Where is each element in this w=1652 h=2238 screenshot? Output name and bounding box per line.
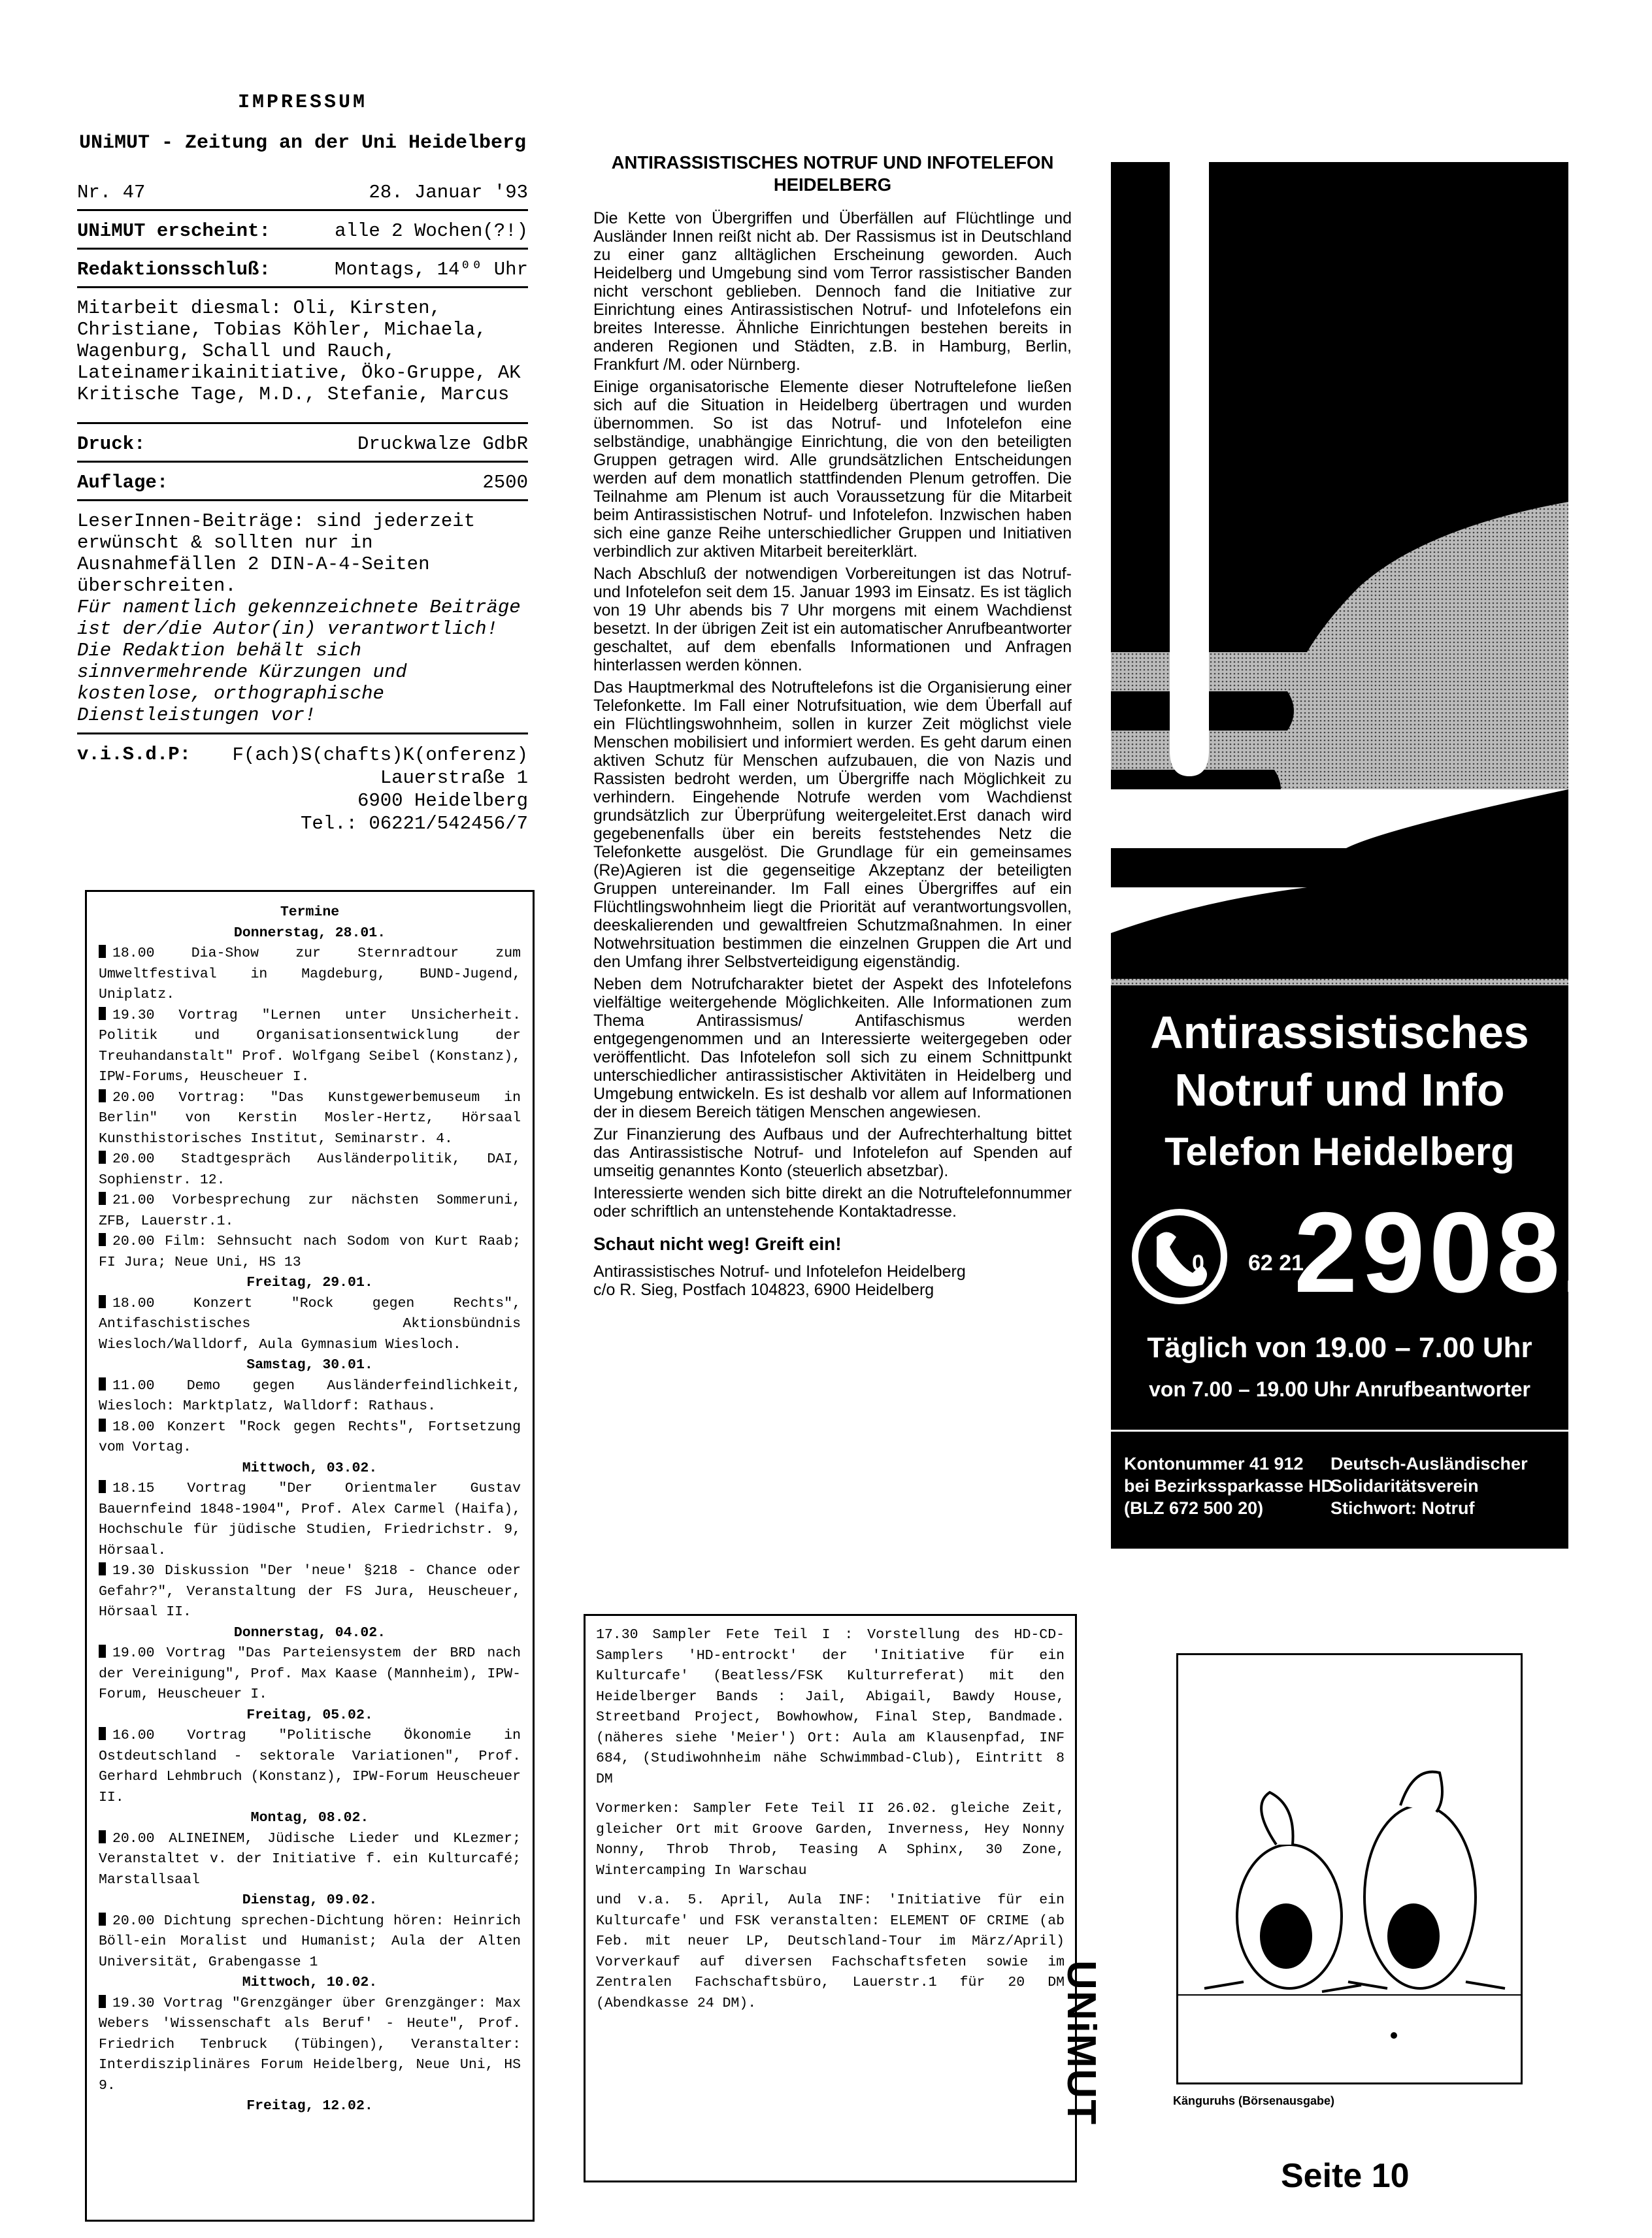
poster-subtitle: Telefon Heidelberg <box>1165 1130 1515 1174</box>
beitraege-hinweis: Für namentlich gekennzeichnete Beiträge ist der/die Autor(in) verantwortlich! Die Redaktion behält sich sinnvermehrende Kürzungen und kostenlose, orthographische Dienstleistungen vor! <box>77 597 521 726</box>
visdp-line: Tel.: 06221/542456/7 <box>300 813 528 834</box>
article-title: ANTIRASSISTISCHES NOTRUF UND INFOTELEFON HEIDELBERG <box>611 152 1054 195</box>
termine-entry <box>99 1088 521 1150</box>
bullet-icon <box>99 1419 106 1432</box>
bank-info <box>1124 1453 1334 1519</box>
termine-entry <box>99 1149 521 1191</box>
unimut-logo: UNiMUT <box>1059 1960 1104 2126</box>
bank-line: (BLZ 672 500 20) <box>1124 1498 1264 1518</box>
bullet-icon <box>99 1089 106 1102</box>
termine-day: Donnerstag, 04.02. <box>233 1624 386 1641</box>
sampler-paragraph: Vormerken: Sampler Fete Teil II 26.02. gleiche Zeit, gleicher Ort mit Groove Garden, Inverness, Hey Nonny Nonny, Throb Throb, Teasing A Sphinx, 30 Zone, Wintercamping In Warschau <box>596 1801 1065 1879</box>
termine-entry-text: 19.30 Diskussion "Der 'neue' §218 - Chance oder Gefahr?", Veranstaltung der FS Jura, Heuscheuer, Hörsaal II. <box>99 1563 521 1620</box>
divider <box>77 499 528 501</box>
erscheint-value: alle 2 Wochen(?!) <box>335 220 528 242</box>
beitraege: LeserInnen-Beiträge: sind jederzeit erwünscht & sollten nur in Ausnahmefällen 2 DIN-A-4-Seiten überschreiten. <box>77 510 476 597</box>
org-line: Deutsch-Ausländischer <box>1330 1454 1528 1473</box>
termine-entry <box>99 1232 521 1273</box>
divider <box>77 248 528 250</box>
termine-entry <box>99 1726 521 1808</box>
termine-entry <box>99 1479 521 1561</box>
visdp-line: F(ach)S(chafts)K(onferenz) <box>232 744 528 766</box>
poster-divider <box>1111 1430 1568 1432</box>
article-address-line: c/o R. Sieg, Postfach 104823, 6900 Heidelberg <box>593 1281 934 1299</box>
erscheint-row <box>77 220 528 242</box>
termine-entry <box>99 1829 521 1891</box>
termine-box <box>85 890 535 2222</box>
article-paragraph: Zur Finanzierung des Aufbaus und der Aufrechterhaltung bittet das Antirassistische Notruf- und Infotelefon auf Spenden auf umseitig genanntes Konto (steuerlich absetzbar). <box>593 1125 1072 1180</box>
page-number: Seite 10 <box>1281 2157 1410 2195</box>
termine-title: Termine <box>280 904 340 920</box>
bullet-icon <box>99 1151 106 1164</box>
termine-entry <box>99 944 521 1006</box>
kangaroo-cartoon <box>1176 1653 1523 2084</box>
sampler-paragraph: 17.30 Sampler Fete Teil I : Vorstellung des HD-CD-Samplers 'HD-entrockt' der 'Initiative für ein Kulturcafe' (Beatless/FSK Kulturreferat) mit den Heidelberger Bands : Jail, Abigail, Bawdy House, Streetband Project, Bowhowhow, Final Step, Bandmade. (näheres siehe 'Meier') Ort: Aula am Klausenpfad, INF 684, (Studiwohnheim nähe Schwimmbad-Club), Eintritt 8 DM <box>596 1627 1065 1787</box>
article-paragraph: Interessierte wenden sich bitte direkt an die Notruftelefonnummer oder schriftlich an untenstehende Kontaktadresse. <box>593 1184 1072 1221</box>
article-paragraph: Das Hauptmerkmal des Notruftelefons ist die Organisierung einer Telefonkette. Im Fall einer Notrufsituation, wie dem Überfall auf ein Flüchtlingswohnheim, sollen in kurzer Zeit möglichst viele Menschen mobilisiert und informiert werden. Es geht darum einen aktiven Schutz für Menschen aufzubauen, die von Nazis und Rassisten bedroht werden, um Übergriffe nach Möglichkeit zu verhindern. Eingehende Notrufe werden vom Wachdienst grundsätzlich zur Überprüfung weitergeleitet.Erst danach wird gegebenenfalls über ein bereits feststehendes Netz die Telefonkette ausgelöst. Die Grundlage für ein gemeinsames (Re)Agieren ist die gegenseitige Akzeptanz der beteiligten Gruppen untereinander. Im Fall eines Übergriffes auf ein Flüchtlingswohnheim liegt die Priorität auf verantwortungsvollen, deeskalierenden und gewaltfreien Schutzmaßnahmen. In einer Notwehrsituation bestimmen die einzelnen Gruppen die Art und den Umfang ihrer Selbstverteidigung eigenständig. <box>593 678 1072 971</box>
mitarbeit: Mitarbeit diesmal: Oli, Kirsten, Christiane, Tobias Köhler, Michaela, Wagenburg, Schall und Rauch, Lateinamerikainitiative, Öko-Gruppe, AK Kritische Tage, M.D., Stefanie, Marcus <box>77 297 521 405</box>
redaktion-row <box>77 259 528 281</box>
sampler-paragraph: und v.a. 5. April, Aula INF: 'Initiative für ein Kulturcafe' und FSK veranstalten: ELEMENT OF CRIME (ab Feb. mit neuer LP, Deutschland-Tour im März/April) Vorverkauf auf diversen Fachschaftsfeten sowie im Zentralen Fachschaftsbüro, Lauerstr.1 für 20 DM (Abendkasse 24 DM). <box>596 1892 1065 2011</box>
visdp-address <box>233 744 528 835</box>
bullet-icon <box>99 1295 106 1308</box>
auflage-value: 2500 <box>482 472 528 493</box>
visdp-label: v.i.S.d.P: <box>77 744 191 765</box>
druck-row <box>77 433 528 455</box>
bullet-icon <box>99 1645 106 1658</box>
redaktion-value: Montags, 14⁰⁰ Uhr <box>335 259 528 280</box>
auflage-label: Auflage: <box>77 472 169 493</box>
impressum-subtitle: UNiMUT - Zeitung an der Uni Heidelberg <box>78 132 527 154</box>
divider <box>77 286 528 288</box>
hours-staffed: Täglich von 19.00 – 7.00 Uhr <box>1147 1332 1532 1364</box>
termine-entry-text: 20.00 ALINEINEM, Jüdische Lieder und KLezmer; Veranstaltet v. der Initiative f. ein Kulturcafé; Marstallsaal <box>99 1830 521 1888</box>
bullet-icon <box>99 1913 106 1926</box>
hands-illustration <box>1111 162 1568 1005</box>
bullet-icon <box>99 1562 106 1575</box>
termine-entry <box>99 1006 521 1088</box>
cartoon-caption: Känguruhs (Börsenausgabe) <box>1173 2094 1335 2107</box>
issue-number: Nr. 47 <box>77 182 146 203</box>
termine-day: Freitag, 05.02. <box>246 1707 373 1723</box>
erscheint-label: UNiMUT erscheint: <box>77 220 271 242</box>
termine-entry-text: 20.00 Film: Sehnsucht nach Sodom von Kurt Raab; FI Jura; Neue Uni, HS 13 <box>99 1234 521 1270</box>
termine-entry-text: 19.30 Vortrag "Lernen unter Unsicherheit. Politik und Organisationsentwicklung der Treuhandanstalt" Prof. Wolfgang Seibel (Konstanz), IPW-Forums, Heuscheuer I. <box>99 1007 521 1085</box>
auflage-row <box>77 472 528 494</box>
bullet-icon <box>99 1727 106 1740</box>
termine-entry <box>99 1911 521 1973</box>
poster-title-line: Notruf und Info <box>1174 1064 1505 1115</box>
poster-title-line: Antirassistisches <box>1150 1007 1529 1058</box>
termine-entry-text: 20.00 Vortrag: "Das Kunstgewerbemuseum in Berlin" von Kerstin Mosler-Hertz, Hörsaal Kunsthistorisches Institut, Seminarstr. 4. <box>99 1089 521 1147</box>
bank-line: bei Bezirkssparkasse HD <box>1124 1476 1334 1496</box>
article-paragraph: Die Kette von Übergriffen und Überfällen auf Flüchtlinge und Ausländer Innen reißt nicht ab. Der Rassismus ist in Deutschland zu einer ganz alltäglichen Erscheinung geworden. Auch Heidelberg und Umgebung sind vom Terror rassistischer Banden nicht verschont geblieben. Dennoch fand die Initiative zur Einrichtung eines Antirassistischen Notruf- und Infotelefons ein breites Interesse. Ähnliche Einrichtungen bestehen bereits in anderen Regionen und Städten, z.B. in Hamburg, Berlin, Frankfurt /M. oder Nürnberg. <box>593 209 1072 374</box>
article-paragraph: Einige organisatorische Elemente dieser Notruftelefone ließen sich auf die Situation in Heidelberg übertragen und wurden übernommen. So ist das Notruf- und Infotelefon eine selbständige, unabhängige Einrichtung, die von den beteiligten Gruppen getragen wird. Alle grundsätzlichen Entscheidungen werden auf dem monatlich stattfindenden Plenum getroffen. Die Teilnahme am Plenum ist auch Voraussetzung für die Mitarbeit beim Antirassistischen Notruf- und Infotelefon. Inzwischen haben sich eine ganze Reihe unterschiedlicher Gruppen und Initiativen verbindlich zur aktiven Mitarbeit bereiterklärt. <box>593 378 1072 561</box>
termine-entry <box>99 1191 521 1232</box>
termine-day: Donnerstag, 28.01. <box>233 925 386 941</box>
visdp-line: Lauerstraße 1 <box>380 767 528 789</box>
visdp-line: 6900 Heidelberg <box>357 790 528 812</box>
termine-entry-text: 18.00 Dia-Show zur Sternradtour zum Umweltfestival in Magdeburg, BUND-Jugend, Uniplatz. <box>99 946 521 1002</box>
termine-entry-text: 19.00 Vortrag "Das Parteiensystem der BRD nach der Vereinigung", Prof. Max Kaase (Mannheim), IPW-Forum, Heuscheuer I. <box>99 1645 521 1702</box>
termine-entry-text: 19.30 Vortrag "Grenzgänger über Grenzgänger: Max Webers 'Wissenschaft als Beruf' - Heute", Prof. Friedrich Tenbruck (Tübingen), Veranstalter: Interdisziplinäres Forum Heidelberg, Neue Uni, HS 9. <box>99 1995 521 2094</box>
redaktion-label: Redaktionsschluß: <box>77 259 271 280</box>
phone-icon <box>1131 1208 1229 1306</box>
termine-entry-text: 18.00 Konzert "Rock gegen Rechts", Fortsetzung vom Vortag. <box>99 1419 521 1455</box>
druck-value: Druckwalze GdbR <box>357 433 528 455</box>
impressum <box>77 91 528 835</box>
druck-label: Druck: <box>77 433 146 455</box>
bullet-icon <box>99 1233 106 1246</box>
article-slogan: Schaut nicht weg! Greift ein! <box>593 1234 842 1254</box>
area-code: 62 21 <box>1248 1251 1304 1275</box>
article <box>593 152 1072 1299</box>
area-code-prefix: 0 <box>1192 1251 1204 1275</box>
termine-entry <box>99 1417 521 1458</box>
article-paragraph: Nach Abschluß der notwendigen Vorbereitungen ist das Notruf- und Infotelefon seit dem 15. Januar 1993 im Einsatz. Es ist täglich von 19 Uhr abends bis 7 Uhr morgens mit einem Wachdienst besetzt. In der übrigen Zeit ist ein automatischer Anrufbeantworter geschaltet, auf dem ebenfalls Informationen und Anfragen hinterlassen werden können. <box>593 565 1072 674</box>
divider <box>77 461 528 463</box>
termine-entry <box>99 1376 521 1417</box>
divider <box>77 209 528 211</box>
termine-entry-text: 16.00 Vortrag "Politische Ökonomie in Ostdeutschland - sektorale Variationen", Prof. Gerhard Lehmbruch (Konstanz), IPW-Forum Heuscheuer II. <box>99 1728 521 1805</box>
bullet-icon <box>99 1995 106 2008</box>
termine-entry-text: 18.00 Konzert "Rock gegen Rechts", Antifaschistisches Aktionsbündnis Wiesloch/Walldorf, Aula Gymnasium Wiesloch. <box>99 1295 521 1353</box>
termine-entry <box>99 1643 521 1705</box>
termine-day: Samstag, 30.01. <box>246 1357 373 1373</box>
solidarity-text: SOLIDARITY <box>1144 940 1383 972</box>
visdp-row <box>77 744 528 835</box>
article-address-line: Antirassistisches Notruf- und Infotelefon Heidelberg <box>593 1262 966 1281</box>
termine-day: Freitag, 12.02. <box>246 2098 373 2114</box>
termine-day: Montag, 08.02. <box>250 1810 369 1826</box>
termine-entry-text: 20.00 Stadtgespräch Ausländerpolitik, DAI, Sophienstr. 12. <box>99 1151 521 1188</box>
impressum-title: IMPRESSUM <box>237 91 368 114</box>
bullet-icon <box>99 1830 106 1843</box>
termine-entry-text: 21.00 Vorbesprechung zur nächsten Sommeruni, ZFB, Lauerstr.1. <box>99 1193 521 1229</box>
divider <box>77 732 528 734</box>
bullet-icon <box>99 1007 106 1020</box>
bullet-icon <box>99 1192 106 1205</box>
sampler-box <box>584 1614 1077 2182</box>
divider <box>77 422 528 424</box>
hours-answering: von 7.00 – 19.00 Uhr Anrufbeantworter <box>1149 1377 1530 1401</box>
bullet-icon <box>99 1377 106 1391</box>
termine-entry <box>99 1561 521 1623</box>
notruf-poster <box>1111 162 1632 1549</box>
org-info <box>1330 1453 1528 1519</box>
termine-entry-text: 20.00 Dichtung sprechen-Dichtung hören: Heinrich Böll-ein Moralist und Humanist; Aula der Alten Universität, Grabengasse 1 <box>99 1913 521 1970</box>
termine-entry <box>99 1994 521 2097</box>
termine-day: Dienstag, 09.02. <box>242 1892 378 1908</box>
termine-entry-text: 18.15 Vortrag "Der Orientmaler Gustav Bauernfeind 1848-1904", Prof. Alex Carmel (Haifa), Hochschule für jüdische Studien, Friedrichstr. 9, Hörsaal. <box>99 1481 521 1558</box>
article-paragraph: Neben dem Notrufcharakter bietet der Aspekt des Infotelefons vielfältige weitergehende Möglichkeiten. Alle Informationen zum Thema Antirassismus/ Antifaschismus werden entgegengenommen und an Interessierte weitergegeben oder veröffentlicht. Das Infotelefon soll sich zu einem Schnittpunkt unterschiedlicher antirassistischer Aktivitäten in Heidelberg und Umgebung entwickeln. Es ist deshalb vor allem auf Informationen der in diesem Bereich tätigen Menschen angewiesen. <box>593 975 1072 1121</box>
termine-day: Mittwoch, 03.02. <box>242 1460 378 1476</box>
termine-entry <box>99 1294 521 1356</box>
issue-row <box>77 182 528 204</box>
org-line: Solidaritätsverein <box>1330 1476 1479 1496</box>
termine-day: Freitag, 29.01. <box>246 1275 373 1291</box>
issue-date: 28. Januar '93 <box>369 182 528 203</box>
phone-number: 29082 <box>1294 1189 1632 1317</box>
bullet-icon <box>99 945 106 958</box>
termine-list <box>99 923 521 2117</box>
termine-day: Mittwoch, 10.02. <box>242 1975 378 1990</box>
termine-entry-text: 11.00 Demo gegen Ausländerfeindlichkeit, Wiesloch: Marktplatz, Walldorf: Rathaus. <box>99 1377 521 1414</box>
org-line: Stichwort: Notruf <box>1330 1498 1475 1518</box>
kangaroo-drawing <box>1178 1655 1521 2082</box>
bank-line: Kontonummer 41 912 <box>1124 1454 1304 1473</box>
bullet-icon <box>99 1480 106 1493</box>
